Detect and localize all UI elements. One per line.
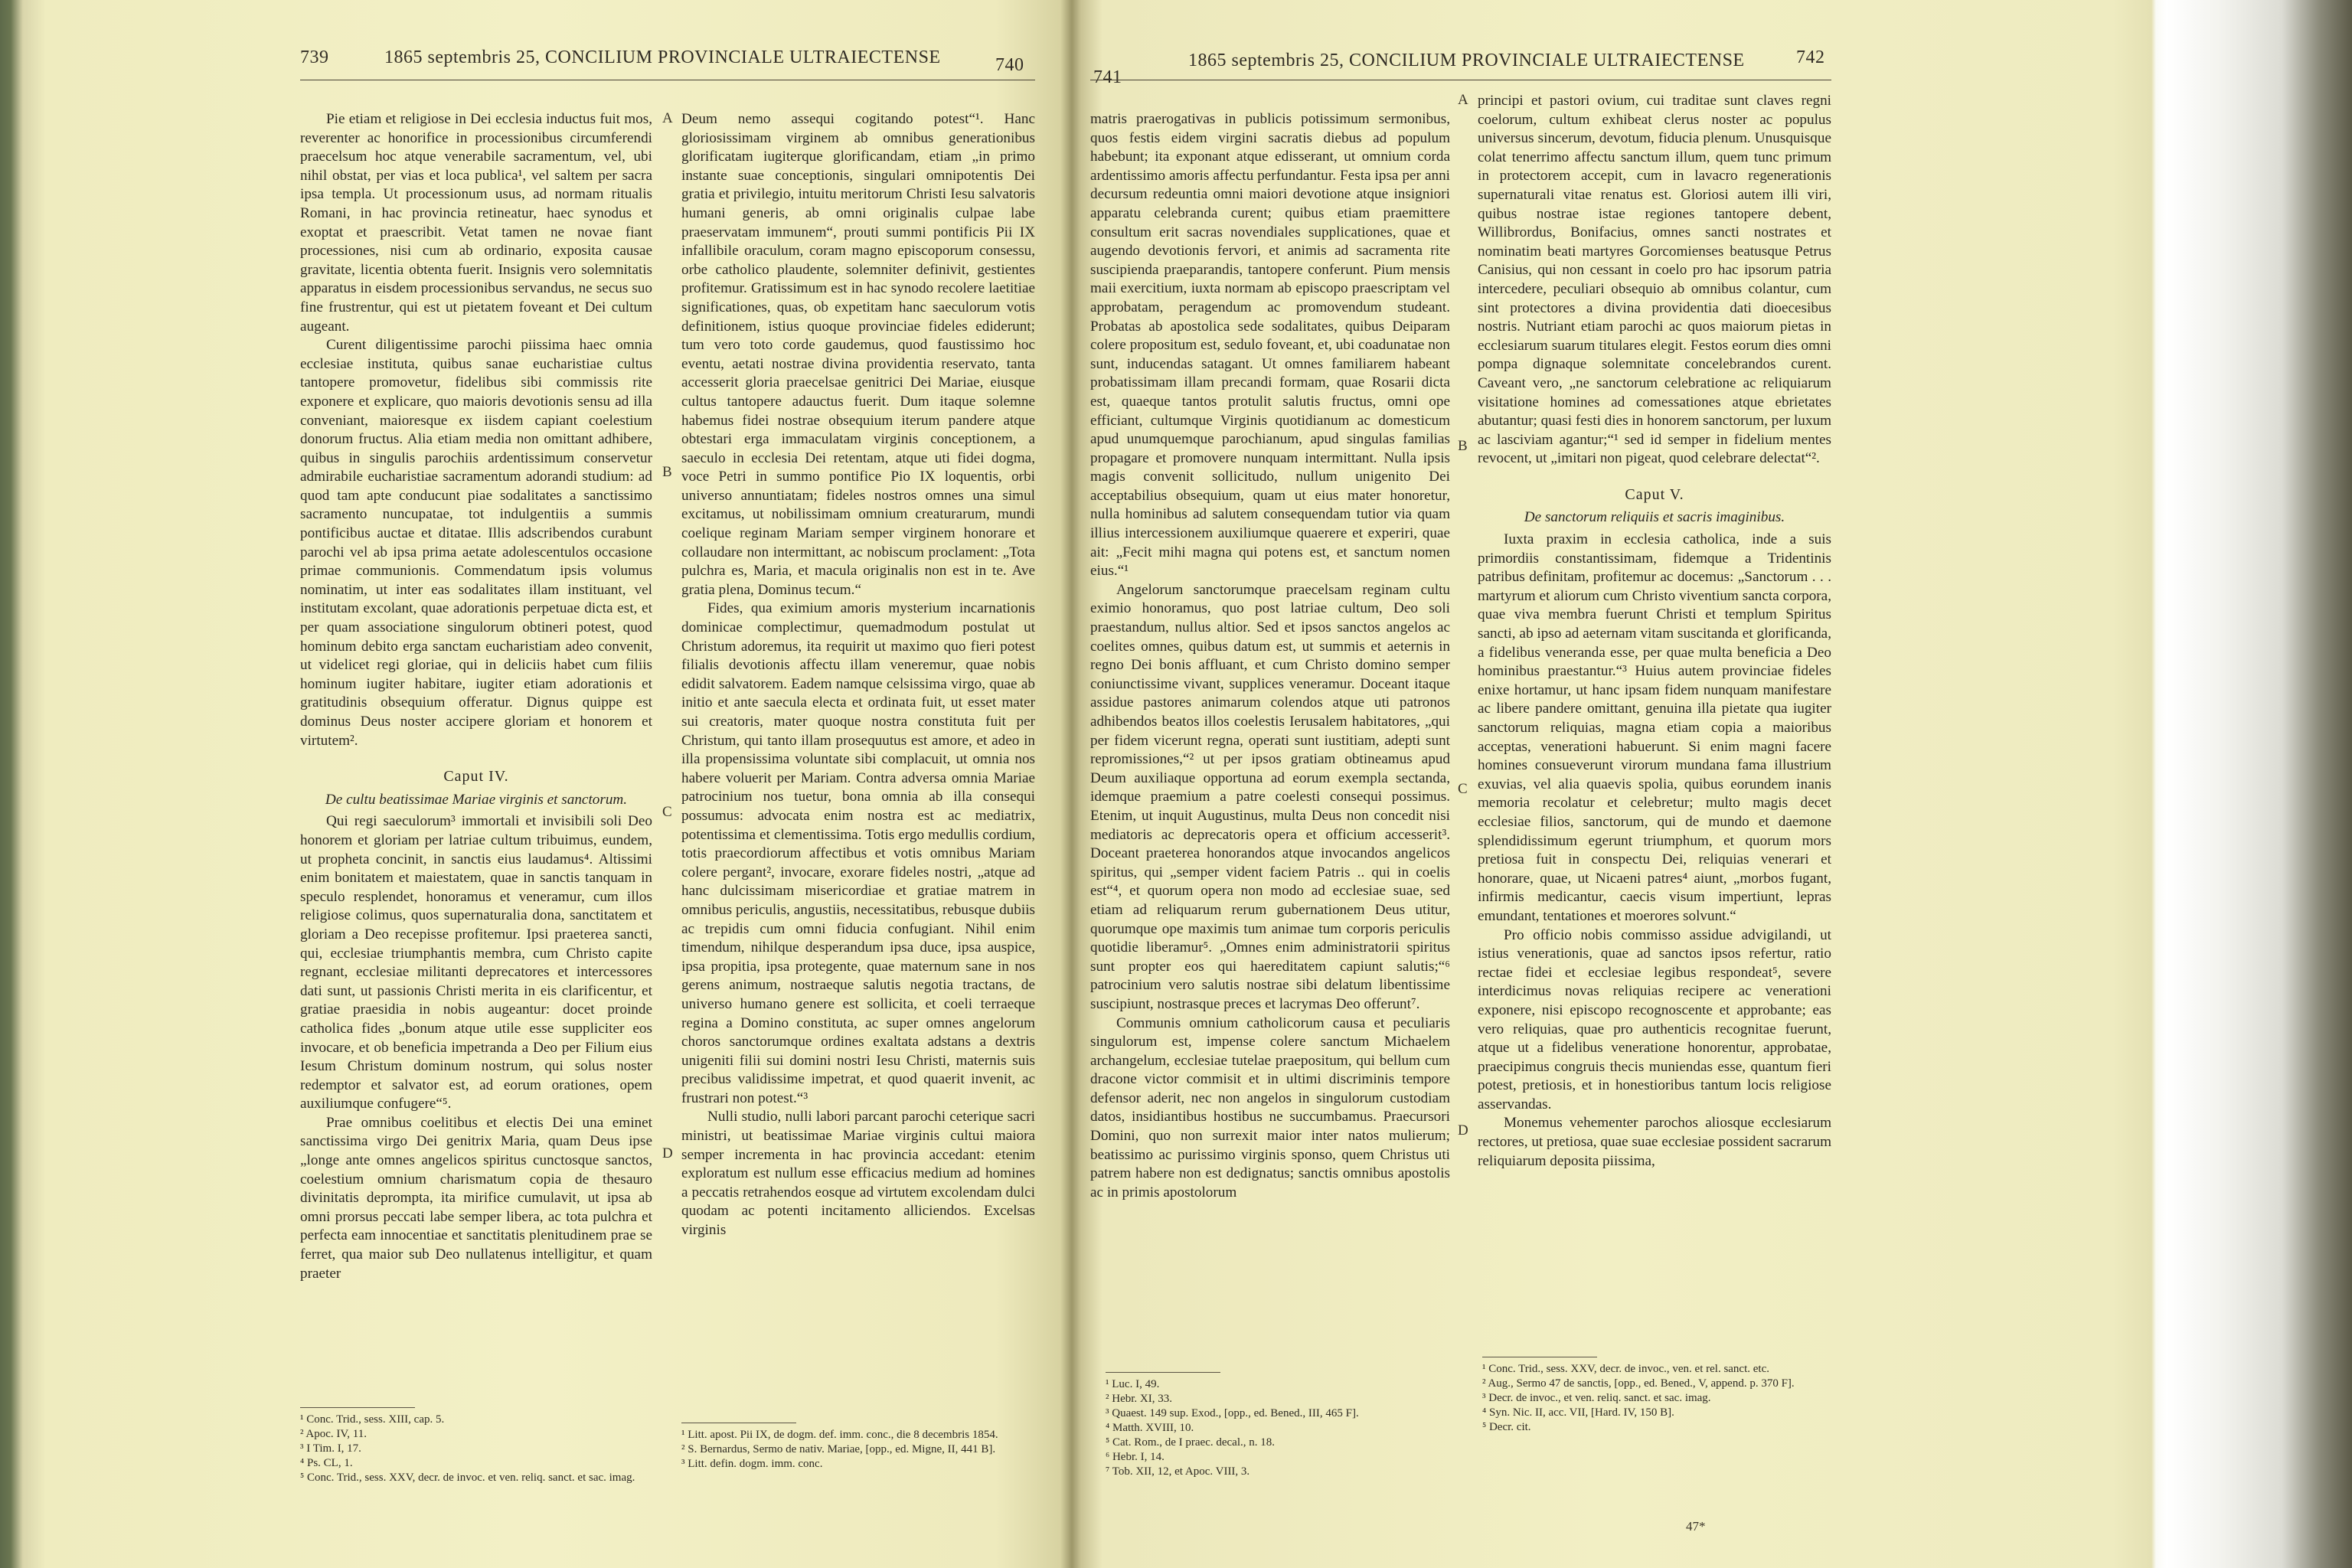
margin-letter: C — [1458, 781, 1468, 797]
chapter-heading: Caput V. — [1625, 485, 1684, 503]
margin-letter: A — [1458, 92, 1468, 108]
paragraph: Deum nemo assequi cogitando potest“¹. Hanc gloriosissimam virginem ab omnibus generationibus glorificatam iugiterque glorificandam, etiam „in primo instante suae conceptionis, singulari omnipotentis Dei gratia et privilegio, intuitu meritorum Christi Iesu salvatoris humani generis, ab omni originalis culpae labe praeservatam immunem“, prouti summi pontificis Pii IX infallibile oraculum, coram magno episcoporum consessu, orbe catholico plaudente, solemniter definivit, gestientes profitemur. Gratissimum est in hac synodo recolere laetitiae significationes, quas, ob expetitam hanc saeculorum votis definitionem, istius quoque provinciae fideles ediderunt; tum vero toto corde gaudemus, quod faustissimo hoc eventu, aetati nostrae divina providentia reservato, tanta accesserit gloria praecelsae genitrici Dei Mariae, eiusque cultus tantopere adauctus fuerit. Dum itaque solemne habemus fidei nostrae obsequium iterum pandere atque obtestari erga immaculatam virginis conceptionem, a saeculo in ecclesia Dei retentam, atque uti fidei dogma, voce Petri in summo pontifice Pio IX loquentis, orbi universo annuntiatam; fideles nostros omnes una simul excitamus, ut nobilissimam omnium creaturarum, mundi coelique reginam Mariam semper virginem honorare et collaudare non intermittant, ac nobiscum proclament: „Tota pulchra es, Maria, et macula originalis non est in te. Ave gratia plena, Dominus tecum.“ — [681, 111, 1035, 598]
chapter-title: De sanctorum reliquiis et sacris imaginibus. — [1524, 509, 1785, 526]
margin-letter: A — [662, 110, 673, 126]
footnotes — [1482, 1357, 1831, 1435]
footnote: ³ Decr. de invoc., et ven. reliq. sanct. et sac. imag. — [1482, 1392, 1711, 1404]
footnote: ¹ Conc. Trid., sess. XXV, decr. de invoc., ven. et rel. sanct. etc. — [1482, 1363, 1769, 1375]
footnotes — [1106, 1372, 1458, 1479]
paragraph: Communis omnium catholicorum causa et peculiaris singulorum est, impense colere sanctum Michaelem archangelum, ecclesiae tutelae praepositum, qui bellum cum dracone victor commisit et in ultimi discriminis tempore defensor aderit, nec non angelos in singulorum custodiam datos, insidiantibus hostibus ne succumbamus. Praecursori Domini, quo non surrexit maior inter natos mulierum; beatissimo ac purissimo virginis sponso, quem Christus uti patrem habere non est dedignatus; sanctis omnibus apostolis ac in primis apostolorum — [1090, 1014, 1450, 1200]
paragraph: Prae omnibus coelitibus et electis Dei una eminet sanctissima virgo Dei genitrix Maria, quam Deus ipse „longe ante omnes angelicos spiritus cunctosque sanctos, coelestium omnium charismatum copia de thesauro divinitatis deprompta, ita mirifice cumulavit, ut ipsa ab omni prorsus peccati labe semper libera, ac tota pulchra et perfecta eam innocentiae et sanctitatis plenitudinem prae se ferret, qua maior sub Deo nullatenus intelligitur, et quam praeter — [300, 1114, 652, 1282]
running-title: 1865 septembris 25, CONCILIUM PROVINCIALE ULTRAIECTENSE — [384, 47, 941, 67]
footnotes — [681, 1423, 1035, 1472]
paragraph: Qui regi saeculorum³ immortali et invisibili soli Deo honorem et gloriam per latriae cultum tribuimus, eundem, ut propheta concinit, in sanctis eius laudamus⁴. Altissimi enim bonitatem et maiestatem, quae in sanctis tanquam in speculo resplendet, honoramus et veneramur, cum illos religiose colimus, quos supernaturalia dona, sanctitatem et gloriam a Deo recepisse profitemur. Ipsi praeterea sancti, qui, ecclesiae triumphantis membra, cum Christo capite regnant, ecclesiae militanti deprecatores et intercessores dati sunt, ut passionis Christi merita in eis clarificentur, et gratiae praesidia in nobis augeantur: docet proinde catholica fides „bonum atque utile esse suppliciter eos invocare, et ob beneficia impetranda a Deo per Filium eius Iesum Christum dominum nostrum, qui solus noster redemptor et salvator est, ad eorum orationes, opem auxiliumque confugere“⁵. — [300, 813, 652, 1112]
footnote: ³ Quaest. 149 sup. Exod., [opp., ed. Bened., III, 465 F]. — [1106, 1407, 1359, 1419]
paragraph: Pro officio nobis commisso assidue advigilandi, ut istius venerationis, quae ad sanctos ipsos refertur, ratio rectae fidei et ecclesiae legibus respondeat⁵, severe interdicimus novas reliquias recipere ac venerationi exponere, nisi episcopo recognoscente et approbante; eas vero reliquias, quae pro authenticis recognitae fuerunt, atque ut a fidelibus veneratione honorentur, approbatae, praecipimus congruis thecis muniendas esse, quantum fieri potest, pretiosis, et in honestioribus tantum locis religiose asservandas. — [1478, 926, 1831, 1112]
paragraph: Curent diligentissime parochi piissima haec omnia ecclesiae instituta, quibus sanae eucharistiae cultus tantopere promovetur, fidelibus sibi commissis rite exponere et explicare, quo maioris devotionis sensu ad illa conveniant, maioresque ex iisdem capiant coelestium donorum fructus. Alia etiam media non omittant adhibere, quibus in singulis parochiis ardentissimum conservetur admirabile eucharistiae sacramentum adorandi studium: ad quod tam apte conducunt piae sodalitates a sanctissimo sacramento nuncupatae, tot indulgentiis a summis pontificibus auctae et ditatae. Illis adscribendos curabunt parochi vel ab ipsa prima aetate adolescentulos occasione primae communionis. Commendatum ipsis volumus nominatim, ut inter eas sodalitates illam instituant, vel institutam excolant, quae adorationis perpetuae dicta est, et per quam associatione singulorum obtineri potest, quod hominum debito erga sanctam eucharistiam adeo convenit, ut videlicet regi gloriae, qui in deliciis habet cum filiis hominum iugiter habitare, iugiter etiam adorationis et gratitudinis obsequium offeratur. Dignus quippe est dominus Deus noster accipere gloriam et honorem et virtutem². — [300, 337, 652, 749]
footnote: ⁴ Syn. Nic. II, acc. VII, [Hard. IV, 150 B]. — [1482, 1406, 1674, 1419]
footnote: ² Apoc. IV, 11. — [300, 1428, 367, 1440]
paragraph: matris praerogativas in publicis potissimum sermonibus, quos festis eidem virgini sacratis diebus ad populum habebunt; ita exponant atque edisserant, ut omnium corda ardentissimo amoris affectu perfundantur. Festa ipsa per anni decursum redeuntia omni maiori devotione atque insigniori apparatu celebranda curent; quibus etiam praemittere consultum erit sacras novendiales supplicationes, quae et augendo devotionis fervori, et animis ad sacramenta rite suscipienda praeparandis, tantopere conferunt. Pium mensis maii exercitium, iuxta normam ab episcopo praescriptam vel approbatam, peragendum ac promovendum studeant. Probatas ab apostolica sede sodalitates, quibus Deiparam colere propositum est, sedulo foveant, et, ubi coadunatae non sunt, inducendas satagant. Ut omnes familiarem habeant probatissimam illam precandi formam, quae Rosarii dicta est, quaeque tantos protulit salutis fructus, omni ope efficiant, cultumque Virginis quotidianum ac domesticum apud unumquemque parochianum, apud singulas familias propagare et promovere nunquam intermittant. Nulla ipsis magis convenit sollicitudo, nullum unigenito Dei acceptabilius obsequium, quam ut eius mater honoretur, nulla hominibus ad salutem consequendam tutior via quam illius intercessionem auxiliumque quaerere et experiri, quae ait: „Fecit mihi magna qui potens est, et sanctum nomen eius.“¹ — [1090, 111, 1450, 580]
column-left — [1090, 110, 1450, 1202]
footnotes — [300, 1407, 652, 1485]
paragraph: Fides, qua eximium amoris mysterium incarnationis dominicae complectimur, quemadmodum postulat ut Christum adoremus, ita requirit ut maximo quo fieri potest filialis devotionis affectu illam veneremur, quae nobis edidit salvatorem. Eadem namque celsissima virgo, quae ab initio et ante saecula electa et ordinata fuit, ut esset mater sui creatoris, mater quoque nostra constituta fuit per Christum, qui tanto illam prosequutus est amore, et adeo in illa propensissima voluntate sibi complacuit, ut omnia nos habere voluerit per Mariam. Contra adversa omnia Mariae patrocinium nos tuetur, bona omnia ab illa consequi possumus: advocata enim nostra est ac mediatrix, potentissima et clementissima. Totis ergo medullis cordium, totis praecordiorum affectibus et votis omnibus Mariam colere pergant², invocare, exorare fideles nostri, „atque ad hanc dulcissimam misericordiae et gratiae matrem in omnibus periculis, angustiis, necessitatibus, rebusque dubiis ac trepidis cum omni fiducia confugiant. Nihil enim timendum, nihilque desperandum ipsa duce, ipsa auspice, ipsa propitia, ipsa protegente, quae maternum sane in nos gerens animum, nostraeque salutis negotia tractans, de universo humano genere est sollicita, et coeli terraeque regina a Domino constituta, ac super omnes angelorum choros sanctorumque ordines exaltata adstans a dextris unigeniti filii sui domini nostri Iesu Christi, maternis suis precibus validissime impetrat, et quod quaerit invenit, ac frustrari non potest.“³ — [681, 600, 1035, 1106]
chapter-title: De cultu beatissimae Mariae virginis et sanctorum. — [325, 791, 628, 808]
footnote: ¹ Conc. Trid., sess. XIII, cap. 5. — [300, 1413, 445, 1426]
footnote: ⁵ Cat. Rom., de I praec. decal., n. 18. — [1106, 1436, 1275, 1449]
footnote: ⁵ Decr. cit. — [1482, 1421, 1531, 1433]
chapter-heading: Caput IV. — [443, 768, 509, 786]
footnote: ² S. Bernardus, Sermo de nativ. Mariae, [opp., ed. Migne, II, 441 B]. — [681, 1443, 996, 1455]
column-right — [681, 110, 1035, 1240]
paragraph: Iuxta praxim in ecclesia catholica, inde a suis primordiis constantissimam, fidemque a Tridentinis patribus definitam, profitemur ac docemus: „Sanctorum . . . martyrum et aliorum cum Christo viventium sancta corpora, quae viva membra fuerunt Christi et templum Spiritus sancti, ab ipso ad aeternam vitam suscitanda et glorificanda, a fidelibus veneranda esse, per quae multa beneficia a Deo hominibus praestantur.“³ Huius autem provinciae fideles enixe hortamur, ut hanc ipsam fidem nunquam manifestare ac libere pandere omittant, genuina illa pietate qua iugiter sanctorum reliquias, magna etiam copia a maioribus acceptas, venerationi habuerunt. Si enim magni facere homines consueverunt virorum mundana fama illustrium exuvias, vel alia quaevis spolia, quibus eorundem inanis memoria recolatur et celebretur; multo magis decet ecclesiae filios, sanctorum, qui de mundo et daemone splendidissimum egerunt triumphum, et quorum mors pretiosa fuit in conspectu Dei, reliquias venerari et honorare, quae, ut Nicaeni patres⁴ aiunt, „morbos fugant, infirmis medicantur, caecis visum impertiunt, lepras emundant, tentationes et moerores solvunt.“ — [1478, 531, 1831, 924]
margin-letter: B — [662, 464, 672, 480]
running-title: 1865 septembris 25, CONCILIUM PROVINCIALE ULTRAIECTENSE — [1188, 51, 1745, 70]
running-head — [23, 47, 1064, 81]
footnote: ¹ Litt. apost. Pii IX, de dogm. def. imm. conc., die 8 decembris 1854. — [681, 1429, 998, 1441]
page-number: 742 — [1796, 47, 1825, 67]
paragraph: Monemus vehementer parochos aliosque ecclesiarum rectores, ut pretiosa, quae suae ecclesiae possident sacrarum reliquiarum deposita piissima, — [1478, 1115, 1831, 1169]
paragraph: Pie etiam et religiose in Dei ecclesia inductus fuit mos, reverenter ac honorifice in processionibus circumferendi praecelsum hoc atque venerabile sacramentum, vel, ubi nihil obstat, per vias et loca publica¹, vel saltem per sacra ipsa templa. Ut processionum usus, ad normam ritualis Romani, in hac provincia retineatur, haec synodus et exoptat et praescribit. Vetat tamen ne novae fiant processiones, nisi cum ab ordinario, exposita causae gravitate, licentia obtenta fuerit. Insignis vero solemnitatis apparatus in eisdem processionibus servandus, ne secus suo fine frustrentur, qui est ut pietatem foveant et Dei cultum augeant. — [300, 111, 652, 335]
paragraph: Angelorum sanctorumque praecelsam reginam cultu eximio honoramus, quo post latriae cultum, Deo soli praestandum, nullus altior. Sed et ipsos sanctos angelos ac coelites omnes, quibus datum est, ut summis et aeternis in regno Dei bonis affluant, et cum Christo domino semper coniunctissime vivant, supplices veneramur. Doceant itaque assidue pastores animarum colendos atque uti patronos adhibendos beatos illos coelestis Ierusalem habitatores, „qui per fidem vicerunt regna, operati sunt iustitiam, adepti sunt repromissiones,“² ut per ipsos gratiam obtineamus apud Deum auxiliaque opportuna ad eorum exempla sectanda, idemque praemium a patre coelesti consequi possimus. Etenim, ut inquit Augustinus, multa Deus non concedit nisi mediatoris ac deprecatoris opera et officium accesserit³. Doceant praeterea honorandos atque invocandos angelicos spiritus, qui „semper vident faciem Patris .. qui in coelis est“⁴, et quorum opera non modo ad ecclesiae suae, sed etiam ad reliquarum rerum gubernationem Deus utitur, quorumque ope maximis tum animae tum corporis periculis quotidie liberamur⁵. „Omnes enim administratorii spiritus sunt propter eos qui haereditatem capiunt salutis;“⁶ patrocinium vero salutis nostrae sibi delatum libentissime suscipiunt, nostrasque preces et lacrymas Deo offerunt⁷. — [1090, 581, 1450, 1012]
footnote: ⁵ Conc. Trid., sess. XXV, decr. de invoc. et ven. reliq. sanct. et sac. imag. — [300, 1472, 635, 1484]
footnote: ¹ Luc. I, 49. — [1106, 1378, 1160, 1390]
margin-letter: D — [662, 1145, 673, 1161]
footnote: ² Aug., Sermo 47 de sanctis, [opp., ed. Bened., V, append. p. 370 F]. — [1482, 1377, 1795, 1390]
margin-letter: B — [1458, 438, 1468, 454]
margin-letter: D — [1458, 1122, 1468, 1138]
right-page — [1081, 0, 2153, 1568]
column-left — [300, 110, 652, 1283]
footnote: ³ Litt. defin. dogm. imm. conc. — [681, 1458, 823, 1470]
footnote: ² Hebr. XI, 33. — [1106, 1393, 1172, 1405]
page-number: 741 — [1093, 67, 1122, 87]
footnote: ³ I Tim. I, 17. — [300, 1442, 361, 1455]
footnote: ⁶ Hebr. I, 14. — [1106, 1451, 1165, 1463]
running-head — [1081, 47, 2153, 87]
column-right — [1478, 92, 1831, 1171]
page-number: 740 — [995, 55, 1024, 75]
paragraph: Nulli studio, nulli labori parcant parochi ceterique sacri ministri, ut beatissimae Mariae virginis cultui maiora semper incrementa in hac provincia accedant: etenim exploratum est nullum esse efficacius medium ad homines a peccatis retrahendos eosque ad virtutem excolendam dulci quodam ac potenti incitamento alliciendos. Excelsas virginis — [681, 1109, 1035, 1239]
footnote: ⁴ Ps. CL, 1. — [300, 1457, 353, 1469]
left-page — [23, 0, 1064, 1568]
signature-mark: 47* — [1686, 1519, 1706, 1534]
footnote-separator — [300, 1407, 415, 1408]
footnote: ⁷ Tob. XII, 12, et Apoc. VIII, 3. — [1106, 1465, 1250, 1478]
footnote: ⁴ Matth. XVIII, 10. — [1106, 1422, 1194, 1434]
margin-letter: C — [662, 804, 672, 820]
paragraph: principi et pastori ovium, cui traditae sunt claves regni coelorum, cultum exhibeat clerus noster ac populus universus sincerum, devotum, fiducia plenum. Unusquisque colat tenerrimo affectu sanctum illum, quem tunc primum in protectorem accepit, cum in lavacro regenerationis supernaturali vitae renatus est. Gloriosi autem illi viri, quibus nostrae istae regiones tantopere debent, Willibrordus, Bonifacius, omnes sancti nostrates et nominatim beati martyres Gorcomienses beatusque Petrus Canisius, qui non cessant in coelo pro hac ipsorum patria intercedere, peculiari obsequio ab omnibus colantur, cum sint protectores a divina providentia dati dioecesibus nostris. Nutriant etiam parochi ac quos maiorum pietas in ecclesiarum suarum titulares elegit. Festos eorum dies omni pompa dignaque solemnitate concelebrandos curent. Caveant vero, „ne sanctorum celebratione ac reliquiarum visitatione homines ad comessationes atque ebrietates abutantur; quasi festi dies in honorem sanctorum, per luxum ac lasciviam agantur;“¹ sed id semper in fidelium mentes revocent, ut „imitari non pigeat, quod celebrare delectat“². — [1478, 93, 1831, 467]
page-number: 739 — [300, 47, 329, 67]
footnote-separator — [1106, 1372, 1220, 1373]
